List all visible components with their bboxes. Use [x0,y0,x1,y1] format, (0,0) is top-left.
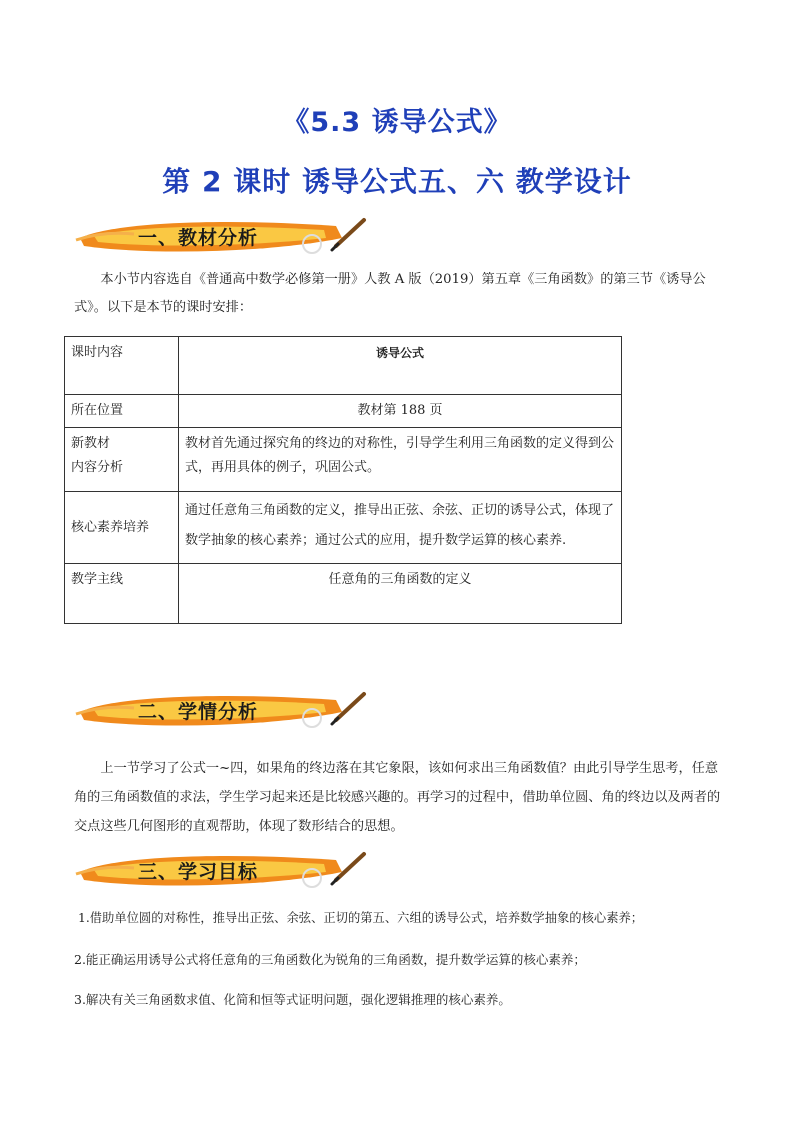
row-value: 通过任意角三角函数的定义，推导出正弦、余弦、正切的诱导公式，体现了数学抽象的核心素养；通过公式的应用，提升数学运算的核心素养. [179,492,622,564]
row-value: 教材第 188 页 [179,395,622,428]
situation-paragraph: 上一节学习了公式一~四，如果角的终边落在其它象限，该如何求出三角函数值？由此引导学生思考，任意角的三角函数值的求法，学生学习起来还是比较感兴趣的。再学习的过程中，借助单位圆、角的终边以及两者的交点这些几何图形的直观帮助，体现了数形结合的思想。 [74,761,721,834]
table-row [65,395,622,428]
goal-item: 3.解决有关三角函数求值、化简和恒等式证明问题，强化逻辑推理的核心素养。 [74,992,511,1007]
row-label: 所在位置 [65,395,179,428]
table-row [65,428,622,492]
section-heading: 三、学习目标 [138,861,259,883]
table-row [65,564,622,624]
goal-item: 1.借助单位圆的对称性，推导出正弦、余弦、正切的第五、六组的诱导公式，培养数学抽象的核心素养； [78,911,644,925]
table-row [65,492,622,564]
document-title: 《5.3 诱导公式》 [282,107,512,138]
table-row [65,337,622,395]
section-banner-situation [74,690,374,732]
section-banner-textbook [74,216,374,258]
document-subtitle: 第 2 课时 诱导公式五、六 教学设计 [162,165,632,198]
row-value: 任意角的三角函数的定义 [179,564,622,624]
goal-item: 2.能正确运用诱导公式将任意角的三角函数化为锐角的三角函数，提升数学运算的核心素养； [74,952,586,967]
section-banner-goals [74,850,374,892]
section-heading: 一、教材分析 [138,227,259,249]
row-value: 教材首先通过探究角的终边的对称性，引导学生利用三角函数的定义得到公式，再用具体的例子，巩固公式。 [179,428,622,492]
row-label: 新教材 内容分析 [65,428,179,492]
section-heading: 二、学情分析 [138,701,259,723]
lesson-arrangement-table [64,336,622,624]
row-value: 诱导公式 [179,337,622,395]
row-label: 课时内容 [65,337,179,395]
row-label: 核心素养培养 [65,492,179,564]
analysis-intro: 本小节内容选自《普通高中数学必修第一册》人教 A 版（2019）第五章《三角函数》的第三节《诱导公式》。以下是本节的课时安排： [74,272,706,315]
row-label: 教学主线 [65,564,179,624]
